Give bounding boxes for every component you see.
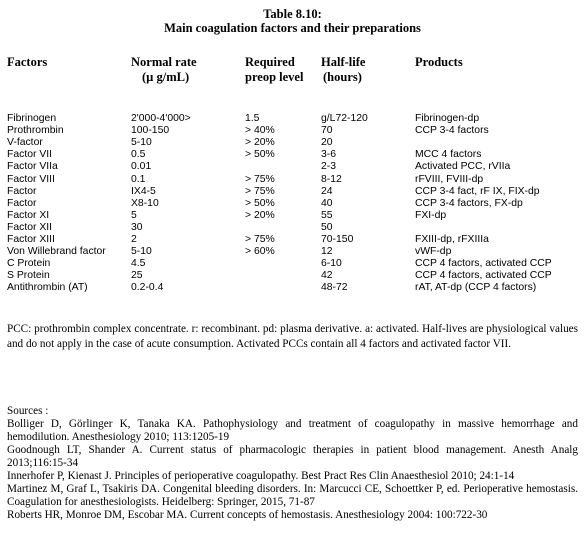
factor-cell: Factor VIII (7, 173, 55, 185)
normal-rate-cell: 0.1 (131, 173, 146, 185)
normal-rate-cell: X8-10 (131, 197, 159, 209)
header-normal-rate: Normal rate (131, 55, 197, 69)
source-reference: Roberts HR, Monroe DM, Escobar MA. Current concepts of hemostasis. Anesthesiology 2004: 100:722-30 (7, 509, 488, 521)
product-cell: CCP 3-4 fact, rF IX, FIX-dp (415, 185, 540, 197)
half-life-cell: 48-72 (321, 282, 348, 294)
half-life-cell: 8-12 (321, 173, 342, 185)
sources-heading: Sources : (7, 405, 49, 417)
normal-rate-cell: 30 (131, 221, 143, 233)
half-life-cell: 12 (321, 246, 333, 258)
required-level-cell: > 75% (245, 173, 275, 185)
table-title: Main coagulation factors and their preparations (164, 21, 421, 35)
factor-cell: Von Willebrand factor (7, 246, 106, 258)
product-cell: CCP 3-4 factors (415, 125, 489, 137)
required-level-cell: > 50% (245, 149, 275, 161)
half-life-cell: g/L72-120 (321, 113, 368, 124)
normal-rate-cell: 5-10 (131, 246, 152, 258)
product-cell: FXI-dp (415, 209, 447, 221)
source-reference: Goodnough LT, Shander A. Current status of pharmacologic therapies in patient blood management. Anesth Analg 2013;116:15-34 (7, 444, 578, 469)
half-life-cell: 55 (321, 209, 333, 221)
required-level-cell: 1.5 (245, 113, 260, 124)
required-level-cell: > 20% (245, 209, 275, 221)
product-cell: MCC 4 factors (415, 149, 482, 161)
product-cell: Activated PCC, rVIIa (415, 161, 511, 173)
required-level-cell: > 75% (245, 185, 275, 197)
factor-cell: Factor (7, 197, 37, 209)
product-cell: vWF-dp (415, 246, 452, 258)
normal-rate-cell: 5-10 (131, 137, 152, 149)
factor-cell: Factor (7, 185, 37, 197)
half-life-cell: 20 (321, 137, 333, 149)
header-products: Products (415, 55, 463, 69)
normal-rate-cell: 0.5 (131, 149, 146, 161)
product-cell: rAT, AT-dp (CCP 4 factors) (415, 282, 537, 294)
half-life-cell: 70-150 (321, 234, 354, 245)
footnote-text: PCC: prothrombin complex concentrate. r: recombinant. pd: plasma derivative. a: activated. Half-lives are physiological values and do not apply in the case of acute consumption. Activated PCCs contain all 4 factors and activated factor VII. (7, 323, 578, 350)
half-life-cell: 70 (321, 125, 333, 137)
product-cell: rFVIII, FVIII-dp (415, 173, 484, 185)
half-life-cell: 42 (321, 270, 333, 282)
normal-rate-cell: 0.2-0.4 (131, 282, 164, 294)
factor-cell: Fibrinogen (7, 113, 57, 124)
header-half-life: Half-life (321, 55, 366, 69)
half-life-cell: 6-10 (321, 258, 342, 270)
factor-cell: V-factor (7, 137, 43, 149)
header-required: Required (245, 55, 295, 69)
header-half-life-unit: (hours) (323, 70, 362, 84)
half-life-cell: 40 (321, 197, 333, 209)
required-level-cell: > 40% (245, 125, 275, 137)
required-level-cell: > 20% (245, 137, 275, 149)
normal-rate-cell: IX4-5 (131, 185, 156, 197)
product-cell: CCP 4 factors, activated CCP (415, 270, 552, 282)
normal-rate-cell: 5 (131, 209, 137, 221)
factor-cell: Factor VIIa (7, 161, 58, 173)
sources-list (7, 418, 578, 522)
table-number: Table 8.10: (263, 7, 322, 21)
factor-cell: Factor XIII (7, 234, 55, 245)
header-preop-level: preop level (245, 70, 304, 84)
required-level-cell: > 75% (245, 234, 275, 245)
half-life-cell: 50 (321, 221, 333, 233)
header-factors: Factors (7, 55, 48, 69)
factor-cell: Prothrombin (7, 125, 64, 137)
normal-rate-cell: 4.5 (131, 258, 146, 270)
source-reference: Innerhofer P, Kienast J. Principles of perioperative coagulopathy. Best Pract Res Clin Anaesthesiol 2010; 24:1-14 (7, 470, 515, 482)
factor-cell: Factor XI (7, 209, 50, 221)
normal-rate-cell: 100-150 (131, 125, 170, 137)
factor-cell: S Protein (7, 270, 50, 282)
normal-rate-cell: 25 (131, 270, 143, 282)
footnote (7, 322, 578, 352)
factor-cell: Antithrombin (AT) (7, 282, 88, 294)
product-cell: CCP 3-4 factors, FX-dp (415, 197, 523, 209)
product-cell: FXIII-dp, rFXIIIa (415, 234, 489, 245)
factor-cell: Factor VII (7, 149, 53, 161)
source-reference: Martinez M, Graf L, Tsakiris DA. Congenital bleeding disorders. In: Marcucci CE, Schoettker P, ed. Perioperative hemostasis. Coagulation for anesthesiologists. Heidelberg: Springer, 2015, 71-87 (7, 483, 578, 508)
normal-rate-cell: 0.01 (131, 161, 152, 173)
header-normal-rate-unit: (µ g/mL) (142, 70, 190, 84)
sources-section (7, 405, 578, 522)
normal-rate-cell: 2'000-4'000> (131, 113, 191, 124)
factor-cell: C Protein (7, 258, 51, 270)
required-level-cell: > 60% (245, 246, 275, 258)
half-life-cell: 3-6 (321, 149, 337, 161)
factor-cell: Factor XII (7, 221, 53, 233)
product-cell: Fibrinogen-dp (415, 113, 480, 124)
required-level-cell: > 50% (245, 197, 275, 209)
half-life-cell: 24 (321, 185, 333, 197)
product-cell: CCP 4 factors, activated CCP (415, 258, 552, 270)
normal-rate-cell: 2 (131, 234, 137, 245)
half-life-cell: 2-3 (321, 161, 337, 173)
source-reference: Bolliger D, Görlinger K, Tanaka KA. Pathophysiology and treatment of coagulopathy in massive hemorrhage and hemodilution. Anesthesiology 2010; 113:1205-19 (7, 418, 578, 443)
